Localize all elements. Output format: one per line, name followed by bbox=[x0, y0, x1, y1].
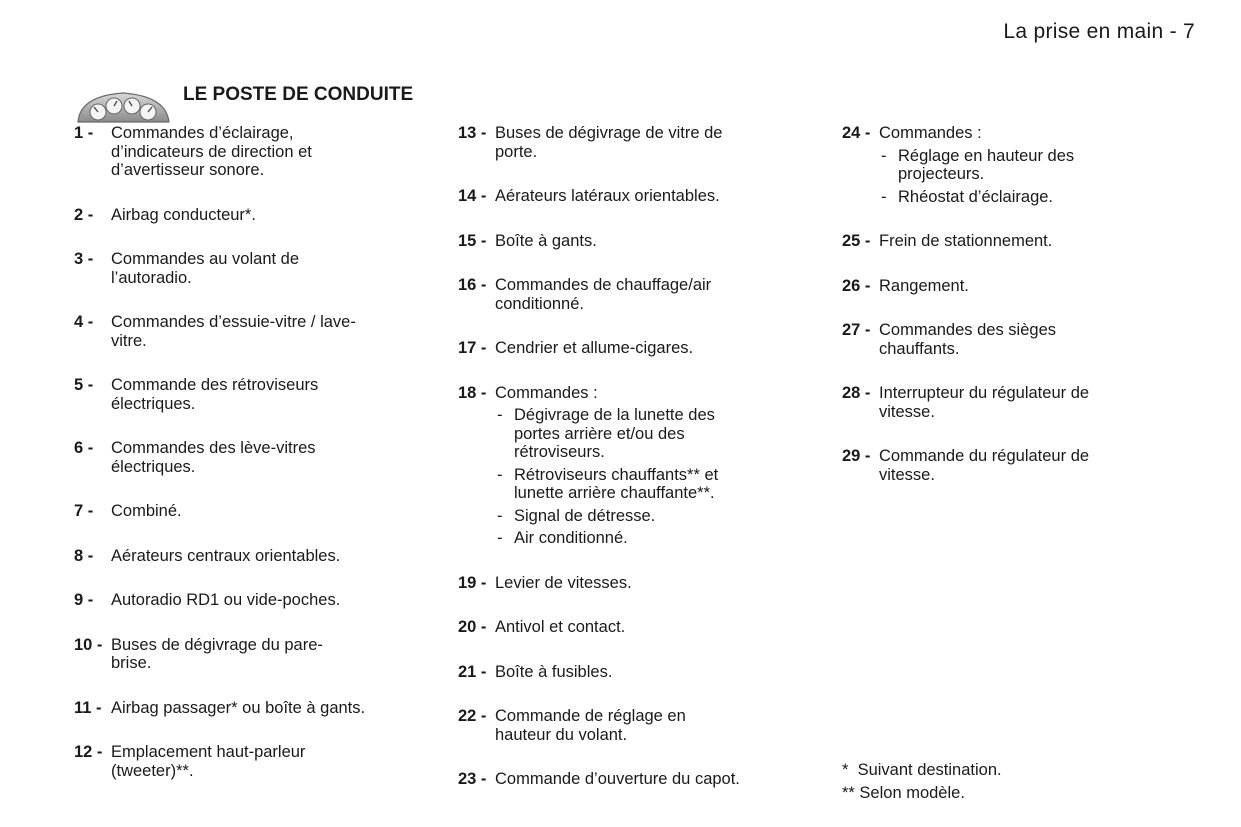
item-number: 4 - bbox=[74, 313, 94, 331]
dashboard-gauges-icon bbox=[76, 90, 171, 124]
item-number: 9 - bbox=[74, 591, 94, 609]
item-number: 25 - bbox=[842, 232, 871, 250]
legend-item bbox=[458, 770, 818, 789]
section-title: LE POSTE DE CONDUITE bbox=[183, 84, 414, 105]
item-text: Commandes d’éclairage, d’indicateurs de direction et d’avertisseur sonore. bbox=[111, 124, 312, 179]
legend-item bbox=[842, 447, 1202, 484]
item-text: Commande d’ouverture du capot. bbox=[495, 770, 740, 788]
item-text: Commandes d’essuie-vitre / lave-vitre. bbox=[111, 313, 356, 350]
legend-item bbox=[458, 384, 818, 548]
item-number: 11 - bbox=[74, 698, 102, 717]
footnote-model: ** Selon modèle. bbox=[842, 784, 965, 802]
item-text: Antivol et contact. bbox=[495, 618, 626, 636]
legend-item bbox=[842, 321, 1202, 358]
sub-item: - Rétroviseurs chauffants** et lunette arrière chauffante**. bbox=[495, 466, 769, 503]
legend-item bbox=[458, 663, 818, 682]
legend-column-3 bbox=[842, 124, 1202, 484]
legend-item bbox=[74, 591, 434, 610]
legend-item bbox=[458, 276, 818, 313]
legend-item bbox=[74, 124, 434, 180]
item-number: 24 - bbox=[842, 124, 871, 142]
item-text: Frein de stationnement. bbox=[879, 232, 1053, 250]
legend-column-1 bbox=[74, 124, 434, 780]
item-text: Buses de dégivrage de vitre de porte. bbox=[495, 124, 723, 161]
legend-item bbox=[458, 124, 818, 161]
item-text: Levier de vitesses. bbox=[495, 573, 632, 592]
item-text: Commandes des sièges chauffants. bbox=[879, 321, 1057, 358]
sub-item: - Réglage en hauteur des projecteurs. bbox=[879, 147, 1123, 184]
item-number: 17 - bbox=[458, 339, 487, 357]
item-number: 26 - bbox=[842, 276, 871, 295]
item-text: Interrupteur du régulateur de vitesse. bbox=[879, 384, 1090, 421]
item-text: Cendrier et allume-cigares. bbox=[495, 339, 694, 357]
item-number: 22 - bbox=[458, 707, 487, 725]
item-text: Commande de réglage en hauteur du volant. bbox=[495, 707, 686, 744]
item-text: Aérateurs centraux orientables. bbox=[111, 546, 341, 565]
legend-item bbox=[74, 547, 434, 566]
item-text: Aérateurs latéraux orientables. bbox=[495, 187, 720, 205]
item-number: 27 - bbox=[842, 321, 871, 339]
item-text: Boîte à gants. bbox=[495, 231, 597, 250]
legend-item bbox=[74, 636, 434, 673]
item-number: 20 - bbox=[458, 618, 487, 636]
sub-item: - Signal de détresse. bbox=[495, 507, 818, 526]
item-text: Emplacement haut-parleur (tweeter)**. bbox=[111, 743, 306, 780]
item-number: 12 - bbox=[74, 743, 103, 761]
item-number: 13 - bbox=[458, 124, 487, 142]
sub-item: - Air conditionné. bbox=[495, 529, 818, 548]
legend-item bbox=[842, 232, 1202, 251]
item-number: 15 - bbox=[458, 231, 487, 250]
item-text: Commande du régulateur de vitesse. bbox=[879, 447, 1090, 484]
page-header: La prise en main - 7 bbox=[1003, 20, 1195, 43]
item-text: Combiné. bbox=[111, 502, 182, 520]
item-text: Commandes de chauffage/air conditionné. bbox=[495, 276, 712, 313]
item-number: 6 - bbox=[74, 439, 94, 457]
item-number: 14 - bbox=[458, 187, 487, 205]
item-number: 18 - bbox=[458, 383, 487, 402]
legend-item bbox=[458, 339, 818, 358]
item-text: Commandes : bbox=[495, 383, 598, 402]
item-number: 28 - bbox=[842, 384, 871, 402]
item-text: Autoradio RD1 ou vide-poches. bbox=[111, 591, 341, 609]
legend-item bbox=[74, 313, 434, 350]
item-number: 5 - bbox=[74, 376, 94, 394]
item-number: 21 - bbox=[458, 662, 487, 681]
item-number: 29 - bbox=[842, 447, 871, 465]
sub-item: - Dégivrage de la lunette des portes arrière et/ou des rétroviseurs. bbox=[495, 406, 764, 462]
legend-item bbox=[74, 699, 434, 718]
legend-item bbox=[458, 574, 818, 593]
item-text: Commandes des lève-vitres électriques. bbox=[111, 439, 316, 476]
item-number: 10 - bbox=[74, 635, 103, 654]
item-text: Commandes : bbox=[879, 124, 982, 142]
sub-item: - Rhéostat d’éclairage. bbox=[879, 188, 1202, 207]
legend-item bbox=[74, 376, 434, 413]
legend-item bbox=[74, 250, 434, 287]
legend-item bbox=[458, 232, 818, 251]
legend-column-2 bbox=[458, 124, 818, 789]
item-text: Airbag passager* ou boîte à gants. bbox=[111, 698, 366, 717]
legend-item bbox=[458, 187, 818, 206]
item-number: 7 - bbox=[74, 502, 94, 520]
legend-item bbox=[74, 502, 434, 521]
legend-item bbox=[74, 439, 434, 476]
legend-item bbox=[74, 743, 434, 780]
footnote-destination: * Suivant destination. bbox=[842, 761, 1002, 779]
legend-item bbox=[842, 277, 1202, 296]
legend-item bbox=[842, 384, 1202, 421]
legend-item bbox=[458, 618, 818, 637]
item-text: Airbag conducteur*. bbox=[111, 205, 256, 224]
item-text: Commande des rétroviseurs électriques. bbox=[111, 376, 319, 413]
footnotes bbox=[842, 759, 1002, 805]
item-text: Boîte à fusibles. bbox=[495, 662, 613, 681]
item-number: 3 - bbox=[74, 250, 94, 268]
item-text: Buses de dégivrage du pare-brise. bbox=[111, 635, 323, 672]
legend-item bbox=[458, 707, 818, 744]
item-text: Rangement. bbox=[879, 276, 969, 295]
item-number: 8 - bbox=[74, 546, 94, 565]
item-number: 1 - bbox=[74, 124, 94, 142]
legend-item bbox=[74, 206, 434, 225]
legend-item bbox=[842, 124, 1202, 206]
item-text: Commandes au volant de l’autoradio. bbox=[111, 250, 300, 287]
item-number: 19 - bbox=[458, 573, 487, 592]
item-number: 16 - bbox=[458, 276, 487, 294]
item-number: 2 - bbox=[74, 205, 94, 224]
item-number: 23 - bbox=[458, 770, 487, 788]
